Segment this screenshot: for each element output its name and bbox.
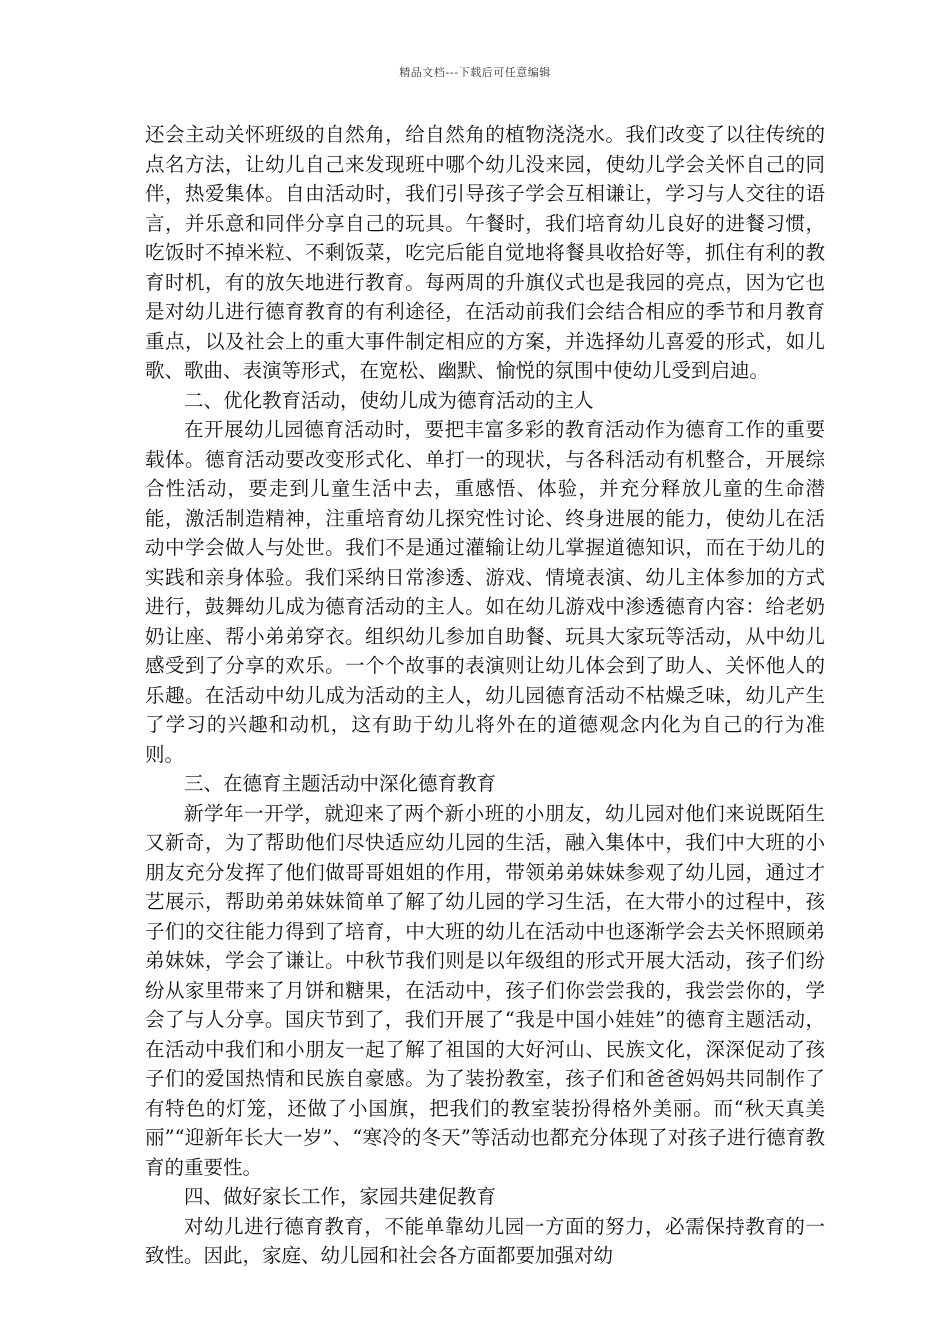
section-heading: 三、在德育主题活动中深化德育教育	[184, 772, 497, 795]
paragraph: 在开展幼儿园德育活动时，要把丰富多彩的教育活动作为德育工作的重要载体。德育活动要改变形式化、单打一的现状，与各科活动有机整合，开展综合性活动，要走到儿童生活中去，重感悟、体验，并充分释放儿童的生命潜能，激活制造精神，注重培育幼儿探究性讨论、终身进展的能力，使幼儿在活动中学会做人与处世。我们不是通过灌输让幼儿掌握道德知识，而在于幼儿的实践和亲身体验。我们采纳日常渗透、游戏、情境表演、幼儿主体参加的方式进行，鼓舞幼儿成为德育活动的主人。如在幼儿游戏中渗透德育内容：给老奶奶让座、帮小弟弟穿衣。组织幼儿参加自助餐、玩具大家玩等活动，从中幼儿感受到了分享的欢乐。一个个故事的表演则让幼儿体会到了助人、关怀他人的乐趣。在活动中幼儿成为活动的主人，幼儿园德育活动不枯燥乏味，幼儿产生了学习的兴趣和动机，这有助于幼儿将外在的道德观念内化为自己的行为准则。	[145, 418, 825, 766]
paragraph: 对幼儿进行德育教育，不能单靠幼儿园一方面的努力，必需保持教育的一致性。因此，家庭、幼儿园和社会各方面都要加强对幼	[145, 1214, 825, 1267]
paragraph: 还会主动关怀班级的自然角，给自然角的植物浇浇水。我们改变了以往传统的点名方法，让幼儿自己来发现班中哪个幼儿没来园，使幼儿学会关怀自己的同伴，热爱集体。自由活动时，我们引导孩子学会互相谦让，学习与人交往的语言，并乐意和同伴分享自己的玩具。午餐时，我们培育幼儿良好的进餐习惯，吃饭时不掉米粒、不剩饭菜，吃完后能自觉地将餐具收拾好等，抓住有利的教育时机，有的放矢地进行教育。每两周的升旗仪式也是我园的亮点，因为它也是对幼儿进行德育教育的有利途径，在活动前我们会结合相应的季节和月教育重点，以及社会上的重大事件制定相应的方案，并选择幼儿喜爱的形式，如儿歌、歌曲、表演等形式，在宽松、幽默、愉悦的氛围中使幼儿受到启迪。	[145, 123, 825, 382]
section-heading: 四、做好家长工作，家园共建促教育	[184, 1185, 497, 1208]
page-header: 精品文档---下载后可任意编辑	[399, 66, 551, 79]
section-heading: 二、优化教育活动，使幼儿成为德育活动的主人	[184, 388, 594, 412]
paragraph: 新学年一开学，就迎来了两个新小班的小朋友，幼儿园对他们来说既陌生又新奇，为了帮助他们尽快适应幼儿园的生活，融入集体中，我们中大班的小朋友充分发挥了他们做哥哥姐姐的作用，带领弟弟妹妹参观了幼儿园，通过才艺展示，帮助弟弟妹妹简单了解了幼儿园的学习生活，在大带小的过程中，孩子们的交往能力得到了培育，中大班的幼儿在活动中也逐渐学会去关怀照顾弟弟妹妹，学会了谦让。中秋节我们则是以年级组的形式开展大活动，孩子们纷纷从家里带来了月饼和糖果，在活动中，孩子们你尝尝我的，我尝尝你的，学会了与人分享。国庆节到了，我们开展了“我是中国小娃娃”的德育主题活动，在活动中我们和小朋友一起了解了祖国的大好河山、民族文化，深深促动了孩子们的爱国热情和民族自豪感。为了装扮教室，孩子们和爸爸妈妈共同制作了有特色的灯笼，还做了小国旗，把我们的教室装扮得格外美丽。而“秋天真美丽”“迎新年长大一岁”、“寒冷的冬天”等活动也都充分体现了对孩子进行德育教育的重要性。	[145, 801, 825, 1179]
document-body	[145, 120, 825, 1271]
